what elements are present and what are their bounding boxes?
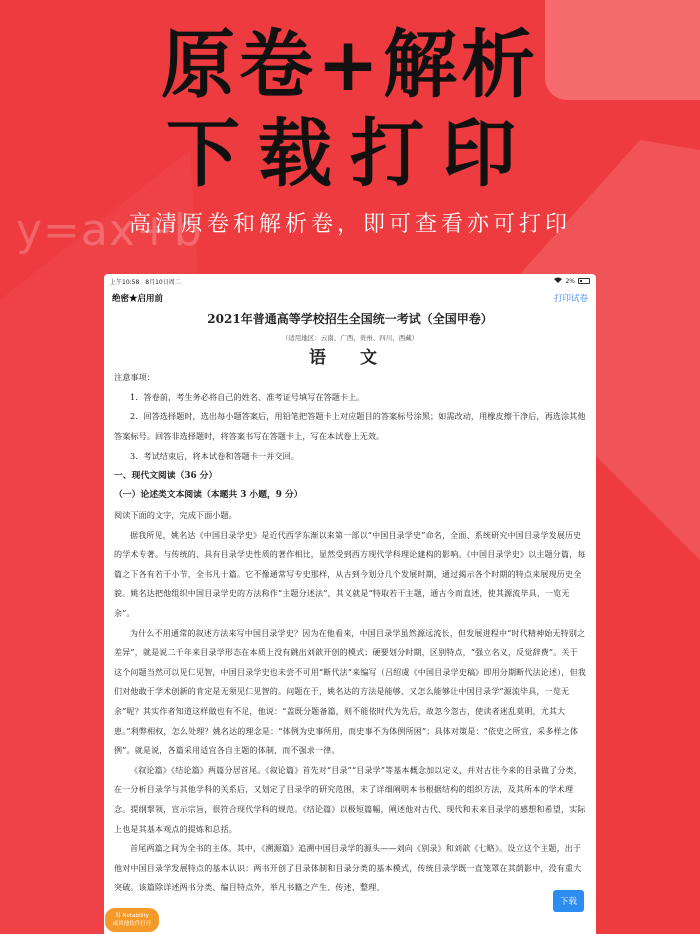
notice-item: 2．回答选择题时，选出每小题答案后，用铅笔把答题卡上对应题目的答案标号涂黑；如需改动，用橡皮擦干净后，再选涂其他答案标号。回答非选择题时，将答案书写在答题卡上，写在本试卷上无效。: [114, 411, 586, 442]
notice-item: 3．考试结束后，将本试卷和答题卡一并交回。: [130, 450, 299, 461]
section-heading: 一、现代文阅读（36 分）: [114, 470, 218, 481]
secret-label: 绝密★启用前: [112, 294, 164, 304]
tablet-screenshot: [104, 274, 596, 934]
subsection-heading: （一）论述类文本阅读（本题共 3 小题，9 分）: [114, 490, 303, 501]
passage-paragraph: 首尾两篇之间为全书的主体。其中，《溯源篇》追溯中国目录学的源头——刘向《别录》和刘歆《七略》。设立这个主题，出于他对中国目录学发展特点的基本认识：两书开创了目录体制和目录分类的基本模式，传统目录学既一直笼罩在其荫影中，没有重大突破。该篇除详述两书分类、编目特点外，举凡书籍之产生、传述、整理、: [114, 844, 582, 893]
exam-subject: 语 文: [309, 348, 391, 368]
notice-item: 1．答卷前，考生务必将自己的姓名、准考证号填写在答题卡上。: [130, 391, 365, 402]
notice-heading: 注意事项：: [114, 372, 155, 382]
reading-instruction: 阅读下面的文字，完成下面小题。: [114, 509, 237, 520]
passage-paragraph: 《叙论篇》《结论篇》两篇分居首尾。《叙论篇》首先对“目录”“目录学”等基本概念加以定义，并对古往今来的目录做了分类，在一分析目录学与其他学科的关系后，又划定了目录学的研究范围，末了详细阐明本书根据结构的组织方法，及其所本的学术理念。提纲挈领，宣示宗旨，很符合现代学科的规范。《结论篇》以极短篇幅，阐述他对古代、现代和未来目录学的感想和希望，实际上也是其基本观点的提炼和总括。: [114, 765, 586, 834]
print-exam-button[interactable]: 打印试卷: [553, 294, 588, 304]
exam-region: （适用地区：云南、广西、贵州、四川、西藏）: [281, 334, 419, 342]
notability-line2: 或其他软件打开: [112, 921, 152, 927]
battery-icon: [578, 278, 590, 284]
status-indicators: [554, 277, 590, 285]
doc-toolbar: [104, 288, 596, 308]
bg-formula-text: y=ax+b: [16, 205, 203, 256]
hero-title-line2: 下载打印: [166, 111, 534, 197]
open-with-notability-button[interactable]: [105, 908, 159, 932]
battery-percent: 2%: [565, 277, 575, 285]
status-bar: [104, 274, 596, 288]
hero-title-line1: 原卷+解析: [160, 22, 539, 108]
download-button[interactable]: 下载: [553, 890, 584, 912]
exam-document: [104, 310, 596, 898]
notability-line1: 用 Notability: [115, 913, 149, 919]
exam-title: 2021年普通高等学校招生全国统一考试（全国甲卷）: [207, 312, 493, 326]
hero-subtitle: 高清原卷和解析卷，即可查看亦可打印: [128, 212, 571, 237]
status-time-date: 上午10:58 8月10日周二: [110, 278, 181, 286]
passage-paragraph: 为什么不用通常的叙述方法来写中国目录学史？因为在他看来，中国目录学虽然源远流长，但发展进程中“时代精神始无特别之差异”，就是说二千年来目录学形态在本质上没有跳出刘歆开创的模式；硬要划分时期，区别特点，“强立名义，反觉辞费”。关于这个问题当然可以见仁见智，中国目录学史也未尝不可用“断代法”来编写（吕绍虞《中国目录学史稿》即用分期断代法论述），但我们对他敢于学术创新的肯定是无须见仁见智的。问题在于，姚名达的方法是能够、又怎么能够让中国目录学“源流毕具，一览无余”呢？其实作者知道这样做也有不足，他说：“盖既分题备篇，则不能依时代为先后，故忽今忽古，使读者迷乱莫明，尤其大患。”利弊相权，怎么处理？姚名达的理念是：“体例为史事所用，而史事不为体例所困”；具体对策是：“依史之所宜，采多样之体例”。就是说，各篇采用适宜各自主题的体制，而不强求一律。: [114, 628, 586, 756]
wifi-icon: [554, 277, 562, 285]
passage-paragraph: 据我所见，姚名达《中国目录学史》是近代西学东渐以来第一部以“中国目录学史”命名，全面、系统研究中国目录学发展历史的学术专著。与传统的、具有目录学史性质的著作相比，显然受到西方现代学科理论建构的影响。《中国目录学史》以主题分篇，每篇之下各有若干小节，全书凡十篇。它不像通常写专史那样，从古到今划分几个发展时期，通过揭示各个时期的特点来展现历史全貌。姚名达把他组织中国目录学史的方法称作“主题分述法”，其义就是“特取若干主题，通古今而直述，使其源流毕具，一览无余”。: [114, 530, 586, 618]
